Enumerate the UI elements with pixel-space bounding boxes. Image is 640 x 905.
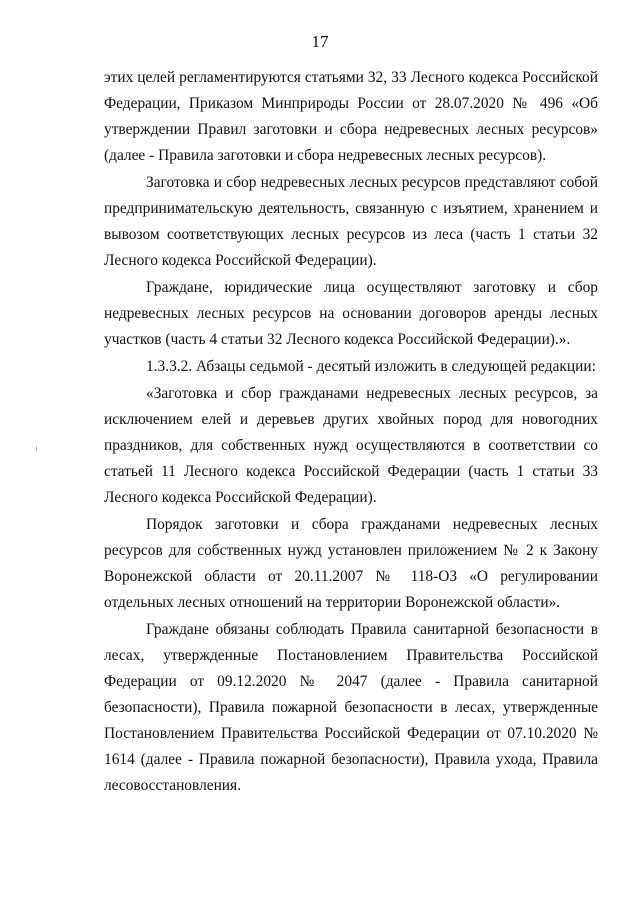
paragraph-citizens-own-needs: «Заготовка и сбор гражданами недревесных лесных ресурсов, за исключением елей и деревьев других хвойных пород для новогодних праздников, для собственных нужд осуществляются в соответствии со статьей 11 Лесного кодекса Российской Федерации (часть 1 статьи 33 Лесного кодекса Российской Федерации). <box>104 385 598 506</box>
paragraph-continuation: этих целей регламентируются статьями 32, 33 Лесного кодекса Российской Федерации, Приказом Минприроды России от 28.07.2020 № 496 «Об утверждении Правил заготовки и сбора недревесных лесных ресурсов» (далее - Правила заготовки и сбора недревесных лесных ресурсов). <box>104 69 598 164</box>
paragraph-harvesting-procedure: Порядок заготовки и сбора гражданами недревесных лесных ресурсов для собственных нужд установлен приложением № 2 к Закону Воронежской области от 20.11.2007 № 118-ОЗ «О регулировании отдельных лесных отношений на территории Воронежской области». <box>104 516 598 611</box>
page-number: 17 <box>311 32 329 51</box>
document-body <box>104 65 598 800</box>
paragraph-harvesting-definition: Заготовка и сбор недревесных лесных ресурсов представляют собой предпринимательскую деятельность, связанную с изъятием, хранением и вывозом соответствующих лесных ресурсов из леса (часть 1 статьи 32 Лесного кодекса Российской Федерации). <box>104 174 598 269</box>
paragraph-amendment-clause: 1.3.3.2. Абзацы седьмой - десятый изложить в следующей редакции: <box>146 358 596 375</box>
paragraph-safety-rules: Граждане обязаны соблюдать Правила санитарной безопасности в лесах, утвержденные Постановлением Правительства Российской Федерации от 09.12.2020 № 2047 (далее - Правила санитарной безопасности), Правила пожарной безопасности в лесах, утвержденные Постановлением Правительства Российской Федерации от 07.10.2020 № 1614 (далее - Правила пожарной безопасности), Правила ухода, Правила лесовосстановления. <box>104 621 598 794</box>
paragraph-lease-basis: Граждане, юридические лица осуществляют заготовку и сбор недревесных лесных ресурсов на основании договоров аренды лесных участков (часть 4 статьи 32 Лесного кодекса Российской Федерации).». <box>104 279 598 348</box>
scan-margin-mark <box>36 446 37 451</box>
